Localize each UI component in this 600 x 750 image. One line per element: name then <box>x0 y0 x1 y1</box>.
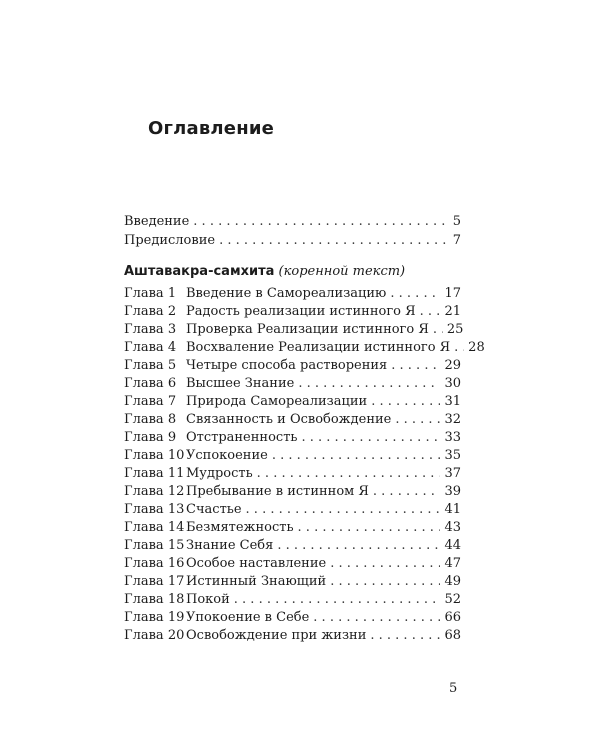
chapter-page: 41 <box>444 502 461 517</box>
dot-leader <box>257 466 441 481</box>
toc-entry-chapter-13[interactable] <box>124 502 461 520</box>
chapter-page: 43 <box>444 520 461 535</box>
chapter-title: Мудрость <box>186 466 253 481</box>
chapter-page: 17 <box>444 286 461 301</box>
toc-entry-chapter-2[interactable] <box>124 304 461 322</box>
chapter-title: Освобождение при жизни <box>186 628 367 643</box>
chapter-title: Введение в Самореализацию <box>186 286 387 301</box>
dot-leader <box>193 214 448 229</box>
dot-leader <box>298 376 440 391</box>
dot-leader <box>420 304 441 319</box>
toc-entry-chapter-1[interactable] <box>124 286 461 304</box>
toc-entry-chapter-5[interactable] <box>124 358 461 376</box>
chapter-title: Знание Себя <box>186 538 274 553</box>
page-number: 5 <box>449 681 458 696</box>
chapter-label: Глава 16 <box>124 556 185 571</box>
chapter-title: Успокоение <box>186 448 268 463</box>
chapter-label: Глава 6 <box>124 376 177 391</box>
chapter-title: Радость реализации истинного Я <box>186 304 416 319</box>
chapter-label: Глава 17 <box>124 574 185 589</box>
chapter-title: Восхваление Реализации истинного Я <box>186 340 451 355</box>
dot-leader <box>330 556 440 571</box>
toc-entry-chapter-9[interactable] <box>124 430 461 448</box>
chapter-title: Природа Самореализации <box>186 394 368 409</box>
chapter-page: 25 <box>446 322 464 337</box>
toc-entry-chapter-18[interactable] <box>124 592 461 610</box>
toc-entry-chapter-10[interactable] <box>124 448 461 466</box>
chapter-page: 29 <box>444 358 461 373</box>
page-title: Оглавление <box>148 118 275 139</box>
dot-leader <box>313 610 440 625</box>
dot-leader <box>301 430 440 445</box>
toc-entry-title: Введение <box>124 214 190 229</box>
toc-entry-chapter-11[interactable] <box>124 466 461 484</box>
chapter-page: 49 <box>444 574 461 589</box>
chapter-label: Глава 8 <box>124 412 177 427</box>
chapter-page: 28 <box>468 340 485 355</box>
chapter-label: Глава 13 <box>124 502 185 517</box>
chapter-label: Глава 11 <box>124 466 185 481</box>
chapter-list <box>124 286 485 646</box>
section-title: Аштавакра-самхита <box>124 264 275 279</box>
section-heading <box>124 264 405 279</box>
toc-entry-chapter-19[interactable] <box>124 610 461 628</box>
dot-leader <box>370 628 440 643</box>
dot-leader <box>246 502 441 517</box>
section-subtitle: (коренной текст) <box>278 264 406 279</box>
chapter-label: Глава 7 <box>124 394 177 409</box>
dot-leader <box>454 340 464 355</box>
toc-entry-chapter-7[interactable] <box>124 394 461 412</box>
chapter-label: Глава 2 <box>124 304 177 319</box>
chapter-label: Глава 10 <box>124 448 185 463</box>
chapter-page: 21 <box>444 304 461 319</box>
chapter-title: Покой <box>186 592 230 607</box>
dot-leader <box>219 233 449 248</box>
chapter-label: Глава 4 <box>124 340 177 355</box>
toc-entry-preface[interactable] <box>124 233 461 252</box>
chapter-title: Упокоение в Себе <box>186 610 310 625</box>
dot-leader <box>395 412 440 427</box>
chapter-title: Истинный Знающий <box>186 574 327 589</box>
chapter-label: Глава 20 <box>124 628 185 643</box>
toc-entry-page: 7 <box>452 232 461 248</box>
chapter-page: 32 <box>444 412 461 427</box>
dot-leader <box>234 592 441 607</box>
toc-entry-chapter-12[interactable] <box>124 484 461 502</box>
chapter-page: 33 <box>444 430 461 445</box>
dot-leader <box>391 358 440 373</box>
toc-entry-chapter-4[interactable] <box>124 340 485 358</box>
chapter-title: Высшее Знание <box>186 376 295 391</box>
dot-leader <box>272 448 441 463</box>
chapter-page: 31 <box>444 394 461 409</box>
front-matter-list <box>124 214 461 251</box>
toc-entry-chapter-8[interactable] <box>124 412 461 430</box>
toc-entry-introduction[interactable] <box>124 214 461 233</box>
chapter-page: 52 <box>444 592 461 607</box>
chapter-page: 68 <box>444 628 461 643</box>
chapter-label: Глава 3 <box>124 322 177 337</box>
chapter-label: Глава 15 <box>124 538 185 553</box>
dot-leader <box>277 538 440 553</box>
toc-entry-chapter-15[interactable] <box>124 538 461 556</box>
chapter-label: Глава 12 <box>124 484 185 499</box>
chapter-title: Особое наставление <box>186 556 327 571</box>
chapter-title: Четыре способа растворения <box>186 358 388 373</box>
chapter-title: Пребывание в истинном Я <box>186 484 369 499</box>
chapter-title: Проверка Реализации истинного Я <box>186 322 429 337</box>
toc-entry-chapter-16[interactable] <box>124 556 461 574</box>
chapter-label: Глава 19 <box>124 610 185 625</box>
chapter-page: 35 <box>444 448 461 463</box>
dot-leader <box>373 484 441 499</box>
chapter-title: Безмятежность <box>186 520 294 535</box>
chapter-title: Связанность и Освобождение <box>186 412 392 427</box>
toc-entry-chapter-3[interactable] <box>124 322 464 340</box>
chapter-label: Глава 5 <box>124 358 177 373</box>
toc-entry-chapter-20[interactable] <box>124 628 461 646</box>
chapter-page: 30 <box>444 376 461 391</box>
toc-entry-title: Предисловие <box>124 232 216 248</box>
dot-leader <box>433 322 443 337</box>
toc-entry-chapter-6[interactable] <box>124 376 461 394</box>
dot-leader <box>298 520 441 535</box>
chapter-page: 39 <box>444 484 461 499</box>
chapter-label: Глава 14 <box>124 520 185 535</box>
chapter-page: 66 <box>444 610 461 625</box>
toc-entry-chapter-17[interactable] <box>124 574 461 592</box>
toc-entry-page: 5 <box>452 214 461 229</box>
chapter-page: 47 <box>444 556 461 571</box>
chapter-label: Глава 9 <box>124 430 177 445</box>
dot-leader <box>390 286 440 301</box>
chapter-title: Отстраненность <box>186 430 298 445</box>
dot-leader <box>330 574 440 589</box>
chapter-label: Глава 18 <box>124 592 185 607</box>
chapter-label: Глава 1 <box>124 286 177 301</box>
chapter-page: 37 <box>444 466 461 481</box>
toc-entry-chapter-14[interactable] <box>124 520 461 538</box>
dot-leader <box>371 394 440 409</box>
chapter-title: Счастье <box>186 502 242 517</box>
chapter-page: 44 <box>444 538 461 553</box>
